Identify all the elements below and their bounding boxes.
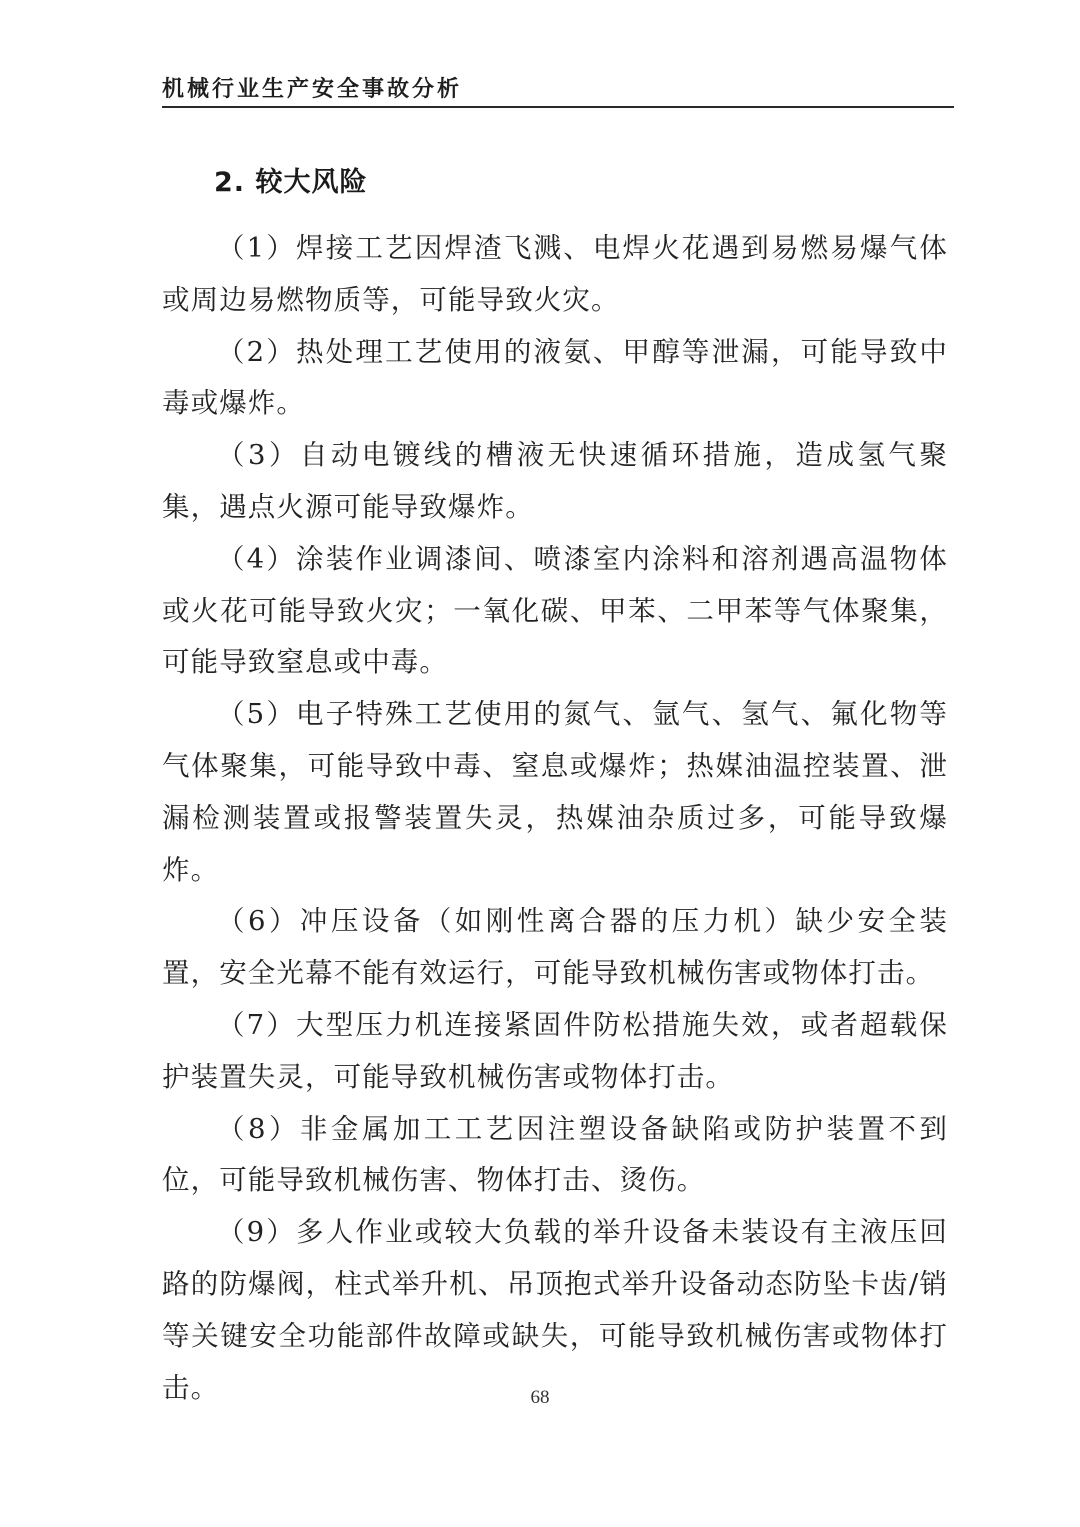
paragraph-2: （2）热处理工艺使用的液氨、甲醇等泄漏，可能导致中毒或爆炸。	[162, 335, 948, 420]
paragraph-4: （4）涂装作业调漆间、喷漆室内涂料和溶剂遇高温物体或火花可能导致火灾；一氧化碳、甲苯、二甲苯等气体聚集，可能导致窒息或中毒。	[162, 542, 948, 679]
header-rule	[162, 106, 954, 108]
paragraph-6: （6）冲压设备（如刚性离合器的压力机）缺少安全装置，安全光幕不能有效运行，可能导致机械伤害或物体打击。	[162, 905, 948, 990]
section-heading: 2. 较大风险	[214, 167, 368, 198]
paragraph-3: （3）自动电镀线的槽液无快速循环措施，造成氢气聚集，遇点火源可能导致爆炸。	[162, 439, 948, 523]
running-header: 机械行业生产安全事故分析	[162, 77, 463, 102]
paragraph-5: （5）电子特殊工艺使用的氮气、氩气、氢气、氟化物等气体聚集，可能导致中毒、窒息或爆炸；热媒油温控装置、泄漏检测装置或报警装置失灵，热媒油杂质过多，可能导致爆炸。	[162, 698, 948, 886]
paragraph-9: （9）多人作业或较大负载的举升设备未装设有主液压回路的防爆阀，柱式举升机、吊顶抱式举升设备动态防坠卡齿/销等关键安全功能部件故障或缺失，可能导致机械伤害或物体打击。	[162, 1216, 948, 1404]
paragraph-1: （1）焊接工艺因焊渣飞溅、电焊火花遇到易燃易爆气体或周边易燃物质等，可能导致火灾。	[162, 232, 948, 316]
body-text	[162, 223, 948, 1414]
paragraph-7: （7）大型压力机连接紧固件防松措施失效，或者超载保护装置失灵，可能导致机械伤害或物体打击。	[162, 1008, 948, 1093]
paragraph-8: （8）非金属加工工艺因注塑设备缺陷或防护装置不到位，可能导致机械伤害、物体打击、烫伤。	[162, 1112, 948, 1197]
page-number: 68	[530, 1387, 550, 1408]
